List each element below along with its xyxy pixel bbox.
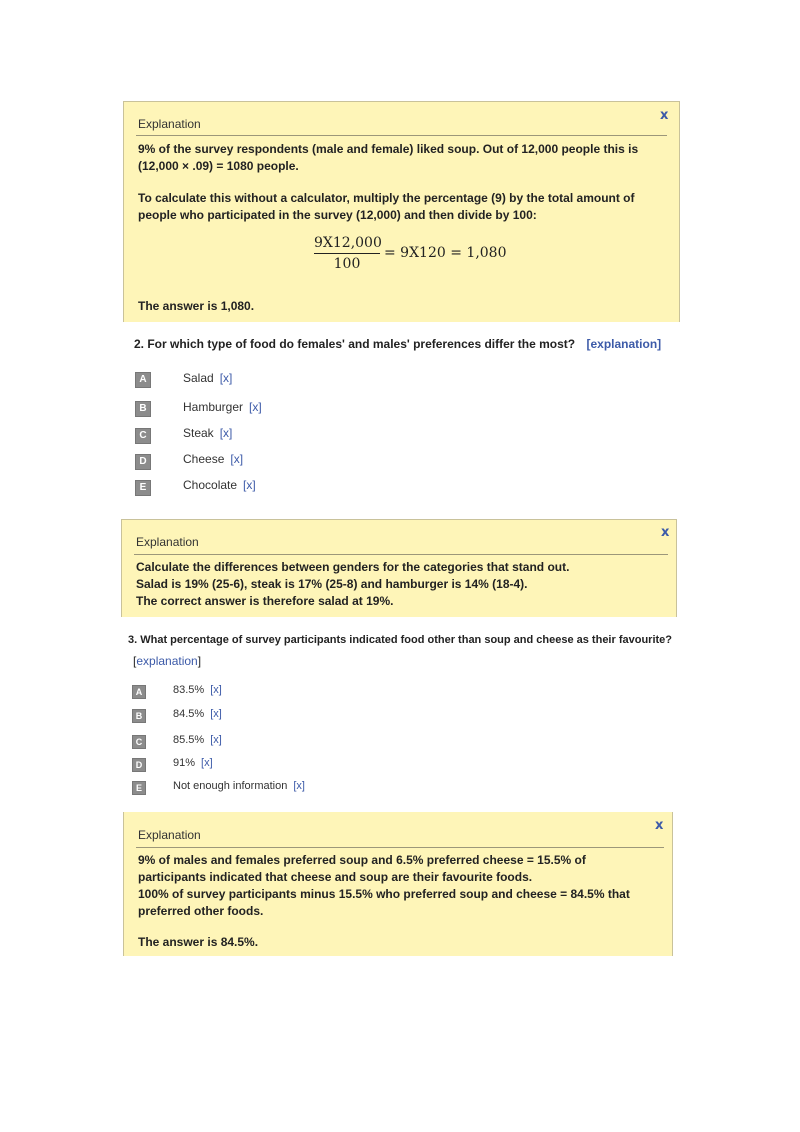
option-text: 84.5% <box>173 708 205 720</box>
explanation-text-line: Calculate the differences between genders for the categories that stand out. <box>136 560 570 574</box>
option-label <box>183 400 262 414</box>
option-letter-e[interactable]: E <box>135 480 151 496</box>
fraction-bar <box>314 253 380 254</box>
formula-numerator: 9X12,000 <box>314 235 382 251</box>
explanation-box-2 <box>121 519 677 617</box>
explanation-divider <box>136 135 667 136</box>
remove-option-button[interactable]: [x] <box>210 708 222 720</box>
explanation-link[interactable]: [explanation] <box>586 337 662 351</box>
question-2 <box>134 337 661 351</box>
explanation-paragraph-1 <box>138 141 638 175</box>
option-letter-a[interactable]: A <box>132 685 146 699</box>
option-letter-c[interactable]: C <box>135 428 151 444</box>
explanation-text-line: The correct answer is therefore salad at 19%. <box>136 594 394 608</box>
explanation-box-1 <box>123 101 680 322</box>
explanation-text-line: preferred other foods. <box>138 904 264 918</box>
explanation-text-line: people who participated in the survey (12,000) and then divide by 100: <box>138 208 537 222</box>
option-label <box>173 734 222 746</box>
option-text: Salad <box>183 371 214 385</box>
remove-option-button[interactable]: [x] <box>201 757 213 769</box>
option-text: 91% <box>173 757 196 769</box>
question-3-link-line <box>133 654 201 668</box>
option-text: 83.5% <box>173 684 205 696</box>
option-letter-d[interactable]: D <box>132 758 146 772</box>
remove-option-button[interactable]: [x] <box>243 478 256 492</box>
explanation-link[interactable]: explanation <box>136 654 198 668</box>
explanation-text-line: (12,000 × .09) = 1080 people. <box>138 159 299 173</box>
option-letter-a[interactable]: A <box>135 372 151 388</box>
explanation-text-line: 9% of males and females preferred soup and 6.5% preferred cheese = 15.5% of <box>138 853 586 867</box>
bracket-open: [ <box>133 654 137 668</box>
remove-option-button[interactable]: [x] <box>210 684 222 696</box>
formula-result: = 9X120 = 1,080 <box>384 245 507 261</box>
explanation-answer: The answer is 84.5%. <box>138 935 259 949</box>
option-letter-b[interactable]: B <box>132 709 146 723</box>
option-letter-e[interactable]: E <box>132 781 146 795</box>
option-letter-c[interactable]: C <box>132 735 146 749</box>
remove-option-button[interactable]: [x] <box>230 452 244 466</box>
explanation-divider <box>136 847 664 848</box>
option-label <box>183 426 232 440</box>
explanation-text-line: To calculate this without a calculator, multiply the percentage (9) by the total amount of <box>138 191 635 205</box>
explanation-title: Explanation <box>138 117 201 131</box>
explanation-title: Explanation <box>138 828 201 842</box>
explanation-box-3 <box>123 812 673 956</box>
bracket-close: ] <box>197 654 202 668</box>
explanation-divider <box>134 554 668 555</box>
formula-denominator: 100 <box>333 256 361 272</box>
formula-fraction <box>314 235 380 275</box>
formula <box>314 235 514 275</box>
explanation-body <box>136 559 569 610</box>
explanation-paragraph-2 <box>138 190 635 224</box>
option-label <box>183 371 232 385</box>
option-text: Chocolate <box>183 478 238 492</box>
option-label <box>173 757 213 769</box>
option-text: Not enough information <box>173 780 288 792</box>
option-label <box>173 780 305 792</box>
option-text: Cheese <box>183 452 225 466</box>
option-text: Hamburger <box>183 400 244 414</box>
close-icon[interactable]: x <box>660 108 669 123</box>
option-label <box>173 708 222 720</box>
question-2-text: 2. For which type of food do females' and males' preferences differ the most? <box>134 337 576 351</box>
remove-option-button[interactable]: [x] <box>210 734 222 746</box>
question-3-text: 3. What percentage of survey participants indicated food other than soup and cheese as their favourite? <box>128 634 673 646</box>
close-icon[interactable]: x <box>655 818 664 833</box>
option-text: Steak <box>183 426 214 440</box>
option-label <box>183 452 243 466</box>
option-label <box>173 684 222 696</box>
explanation-text-line: participants indicated that cheese and soup are their favourite foods. <box>138 870 533 884</box>
explanation-text-line: 9% of the survey respondents (male and female) liked soup. Out of 12,000 people this is <box>138 142 639 156</box>
remove-option-button[interactable]: [x] <box>219 371 233 385</box>
explanation-text-line: 100% of survey participants minus 15.5% who preferred soup and cheese = 84.5% that <box>138 887 630 901</box>
remove-option-button[interactable]: [x] <box>249 400 262 414</box>
remove-option-button[interactable]: [x] <box>293 780 305 792</box>
explanation-body <box>138 852 630 920</box>
option-letter-b[interactable]: B <box>135 401 151 417</box>
explanation-text-line: Salad is 19% (25-6), steak is 17% (25-8) and hamburger is 14% (18-4). <box>136 577 528 591</box>
close-icon[interactable]: x <box>661 525 670 540</box>
remove-option-button[interactable]: [x] <box>219 426 233 440</box>
explanation-answer: The answer is 1,080. <box>138 299 255 313</box>
explanation-title: Explanation <box>136 535 199 549</box>
option-label <box>183 478 256 492</box>
option-letter-d[interactable]: D <box>135 454 151 470</box>
option-text: 85.5% <box>173 734 205 746</box>
